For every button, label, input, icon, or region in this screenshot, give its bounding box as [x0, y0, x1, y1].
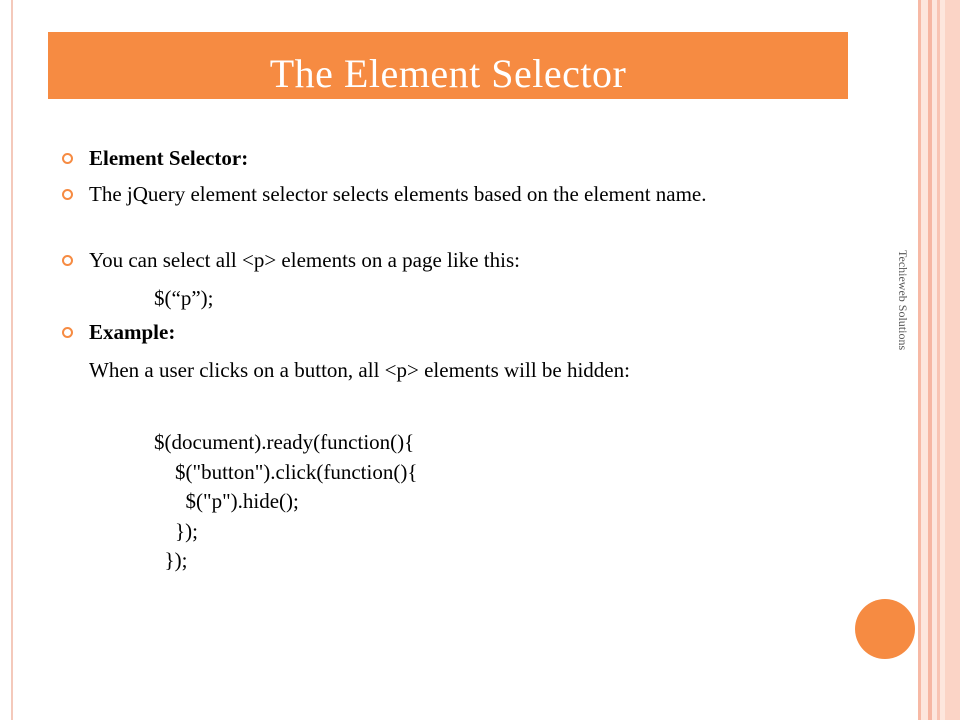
bullet-circle-icon — [62, 189, 73, 200]
code-line: $("p").hide(); — [154, 489, 299, 513]
bullet-item — [60, 180, 869, 208]
code-line: }); — [154, 548, 188, 572]
decorative-stripe — [937, 0, 940, 720]
bullet-text: The jQuery element selector selects elements based on the element name. — [89, 182, 707, 206]
title-bar — [48, 32, 848, 99]
bullet-circle-icon — [62, 255, 73, 266]
bullet-circle-icon — [62, 153, 73, 164]
bullet-item — [60, 246, 869, 274]
bullet-text: Example: — [89, 320, 176, 344]
bullet-item — [60, 144, 869, 172]
bullet-text: Element Selector: — [89, 146, 249, 170]
left-border-line — [11, 0, 13, 720]
example-description: When a user clicks on a button, all <p> elements will be hidden: — [89, 358, 630, 382]
side-label: Techieweb Solutions — [896, 250, 910, 351]
bullet-text: You can select all <p> elements on a page like this: — [89, 248, 520, 272]
selector-example: $(“p”); — [154, 286, 214, 310]
code-block — [154, 428, 417, 576]
decorative-circle — [855, 599, 915, 659]
code-line: $(document).ready(function(){ — [154, 430, 415, 454]
decorative-stripe — [918, 0, 921, 720]
code-line: $("button").click(function(){ — [154, 459, 418, 484]
code-line: }); — [154, 518, 198, 543]
bullet-item — [60, 318, 869, 346]
bullet-circle-icon — [62, 327, 73, 338]
slide-title: The Element Selector — [269, 51, 627, 96]
decorative-stripe — [928, 0, 932, 720]
decorative-stripe — [945, 0, 960, 720]
